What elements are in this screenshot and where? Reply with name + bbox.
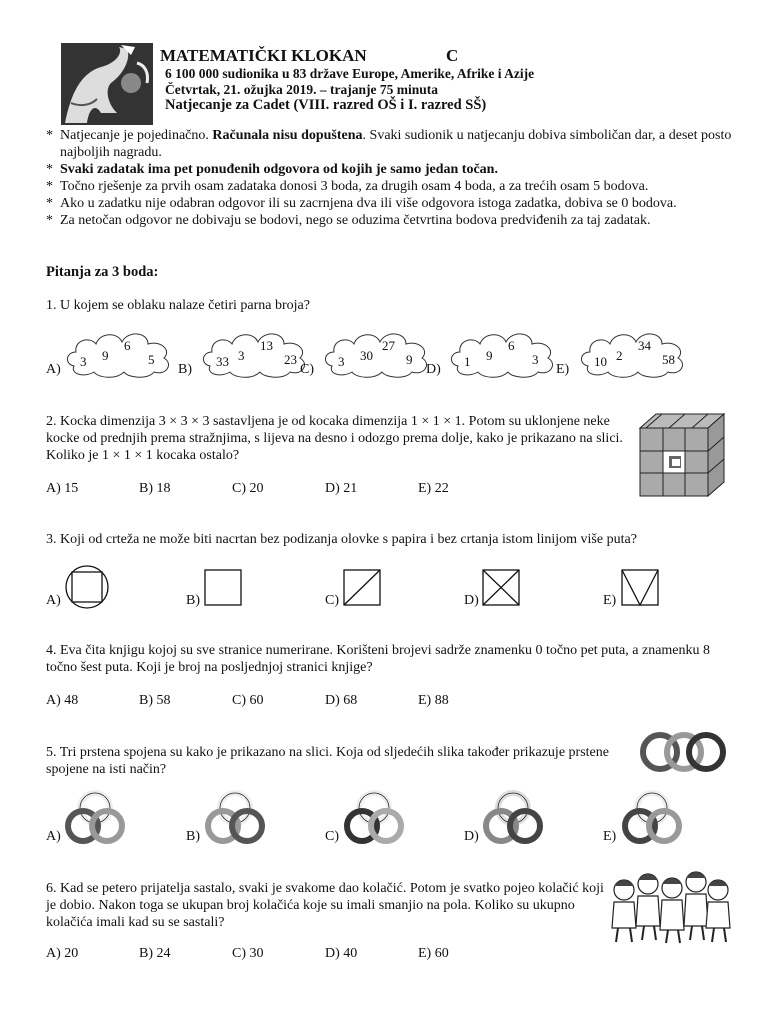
number-cloud — [64, 328, 176, 378]
option-d[interactable]: D) — [464, 829, 479, 844]
cloud-number: 1 — [464, 354, 471, 369]
option-c[interactable]: C) — [325, 829, 339, 844]
drawing-d — [482, 569, 522, 607]
number-cloud — [578, 328, 690, 378]
rule-item: * Svaki zadatak ima pet ponuđenih odgovora od kojih je samo jedan točan. — [46, 162, 498, 177]
cloud-number: 6 — [124, 338, 131, 353]
option-b[interactable]: B) 58 — [139, 693, 171, 708]
option-a[interactable]: A) 48 — [46, 693, 79, 708]
option-e[interactable]: E) — [603, 829, 617, 844]
number-cloud — [322, 328, 434, 378]
question-4-text: 4. Eva čita knjigu kojoj su sve stranice numerirane. Korišteni brojevi sadrže znamenku 0 točno pet puta, a znamenku 8 točno šest puta. Koji je broj na posljednjoj stranici knjige? — [46, 643, 711, 675]
cloud-number: 10 — [594, 354, 607, 369]
option-b[interactable]: B) — [186, 593, 200, 608]
participants-line: 6 100 000 sudionika u 83 države Europe, Amerike, Afrike i Azije — [165, 66, 535, 81]
cube-figure — [636, 412, 728, 498]
question-5-text: 5. Tri prstena spojena su kako je prikazano na slici. Koja od sljedećih slika također prikazuje prstene spojene na isti način? — [46, 745, 609, 777]
cloud-number: 27 — [382, 338, 395, 353]
rings-figure — [64, 790, 126, 851]
rings-figure — [343, 790, 405, 851]
drawing-c — [343, 569, 383, 607]
option-c[interactable]: C) 30 — [232, 946, 264, 961]
cloud-number: 30 — [360, 348, 373, 363]
option-b[interactable]: B) 24 — [139, 946, 171, 961]
rings-reference — [636, 730, 730, 774]
rings-figure — [621, 790, 683, 851]
option-d[interactable]: D) 40 — [325, 946, 358, 961]
rules-list — [46, 127, 736, 229]
question-1-text: 1. U kojem se oblaku nalaze četiri parna broja? — [46, 298, 310, 313]
category-line: Natjecanje za Cadet (VIII. razred OŠ i I. razred SŠ) — [165, 97, 487, 113]
number-cloud — [200, 328, 312, 378]
cloud-number: 9 — [406, 352, 413, 367]
contest-level: C — [446, 46, 459, 65]
cloud-number: 9 — [102, 348, 109, 363]
rule-item: * Ako u zadatku nije odabran odgovor ili su zacrnjena dva ili više odgovora istoga zadatka, dobiva se 0 bodova. — [46, 196, 677, 211]
drawing-b — [204, 569, 244, 607]
cloud-number: 3 — [80, 354, 87, 369]
option-c[interactable]: C) 60 — [232, 693, 264, 708]
option-e[interactable]: E) — [603, 593, 617, 608]
cloud-number: 13 — [260, 338, 273, 353]
friends-illustration — [608, 868, 732, 944]
cloud-number: 3 — [338, 354, 345, 369]
option-d[interactable]: D) — [464, 593, 479, 608]
cloud-number: 33 — [216, 354, 229, 369]
question-2-text: 2. Kocka dimenzija 3 × 3 × 3 sastavljena je od kocaka dimenzija 1 × 1 × 1. Potom su uklonjene neke kocke od prednjih prema stražnjima, s lijeva na desno i odozgo prema dolje, kako je prikazano na slici. Koliko je 1 × 1 × 1 kocaka ostalo? — [46, 414, 623, 463]
option-d[interactable]: D) 21 — [325, 481, 358, 496]
drawing-a — [64, 564, 110, 610]
rule-item: * Točno rješenje za prvih osam zadataka donosi 3 boda, za drugih osam 4 boda, a za trećih osam 5 bodova. — [46, 179, 649, 194]
cloud-number: 3 — [238, 348, 245, 363]
option-b[interactable]: B) 18 — [139, 481, 171, 496]
option-b[interactable]: B) — [186, 829, 200, 844]
rings-figure — [204, 790, 266, 851]
option-e[interactable]: E) 88 — [418, 693, 449, 708]
option-d[interactable]: D) 68 — [325, 693, 358, 708]
cloud-number: 3 — [532, 352, 539, 367]
option-a[interactable]: A) 15 — [46, 481, 79, 496]
number-cloud — [448, 328, 560, 378]
question-3-text: 3. Koji od crteža ne može biti nacrtan bez podizanja olovke s papira i bez crtanja istom linijom više puta? — [46, 532, 637, 547]
option-e[interactable]: E) 22 — [418, 481, 449, 496]
cloud-number: 2 — [616, 348, 623, 363]
option-a[interactable]: A) — [46, 829, 61, 844]
contest-title: MATEMATIČKI KLOKAN — [160, 46, 367, 65]
option-a[interactable]: A) 20 — [46, 946, 79, 961]
cloud-number: 34 — [638, 338, 651, 353]
section-heading: Pitanja za 3 boda: — [46, 264, 159, 280]
cloud-number: 58 — [662, 352, 675, 367]
question-6-text: 6. Kad se petero prijatelja sastalo, svaki je svakome dao kolačić. Potom je svatko pojeo kolačić koji je dobio. Nakon toga se ukupan broj kolačića koje su imali smanjio na pola. Koliko su ukupno kolačića imali kad su se sastali? — [46, 881, 604, 930]
drawing-e — [621, 569, 661, 607]
cloud-number: 6 — [508, 338, 515, 353]
option-c[interactable]: C) 20 — [232, 481, 264, 496]
option-b[interactable]: B) — [178, 362, 192, 377]
option-a[interactable]: A) — [46, 362, 61, 377]
option-c[interactable]: C) — [300, 362, 314, 377]
option-a[interactable]: A) — [46, 593, 61, 608]
option-d[interactable]: D) — [426, 362, 441, 377]
date-line: Četvrtak, 21. ožujka 2019. – trajanje 75 minuta — [165, 82, 438, 97]
rule-item: * Natjecanje je pojedinačno. Računala nisu dopuštena. Svaki sudionik u natjecanju dobiva simboličan dar, a deset posto najboljih nagradu. — [46, 128, 732, 160]
cloud-number: 23 — [284, 352, 297, 367]
option-e[interactable]: E) 60 — [418, 946, 449, 961]
rings-figure — [482, 790, 544, 851]
rule-item: * Za netočan odgovor ne dobivaju se bodovi, nego se oduzima četvrtina bodova predviđenih za taj zadatak. — [46, 213, 651, 228]
cloud-number: 5 — [148, 352, 155, 367]
option-c[interactable]: C) — [325, 593, 339, 608]
cloud-number: 9 — [486, 348, 493, 363]
option-e[interactable]: E) — [556, 362, 570, 377]
kangaroo-logo — [61, 43, 153, 125]
